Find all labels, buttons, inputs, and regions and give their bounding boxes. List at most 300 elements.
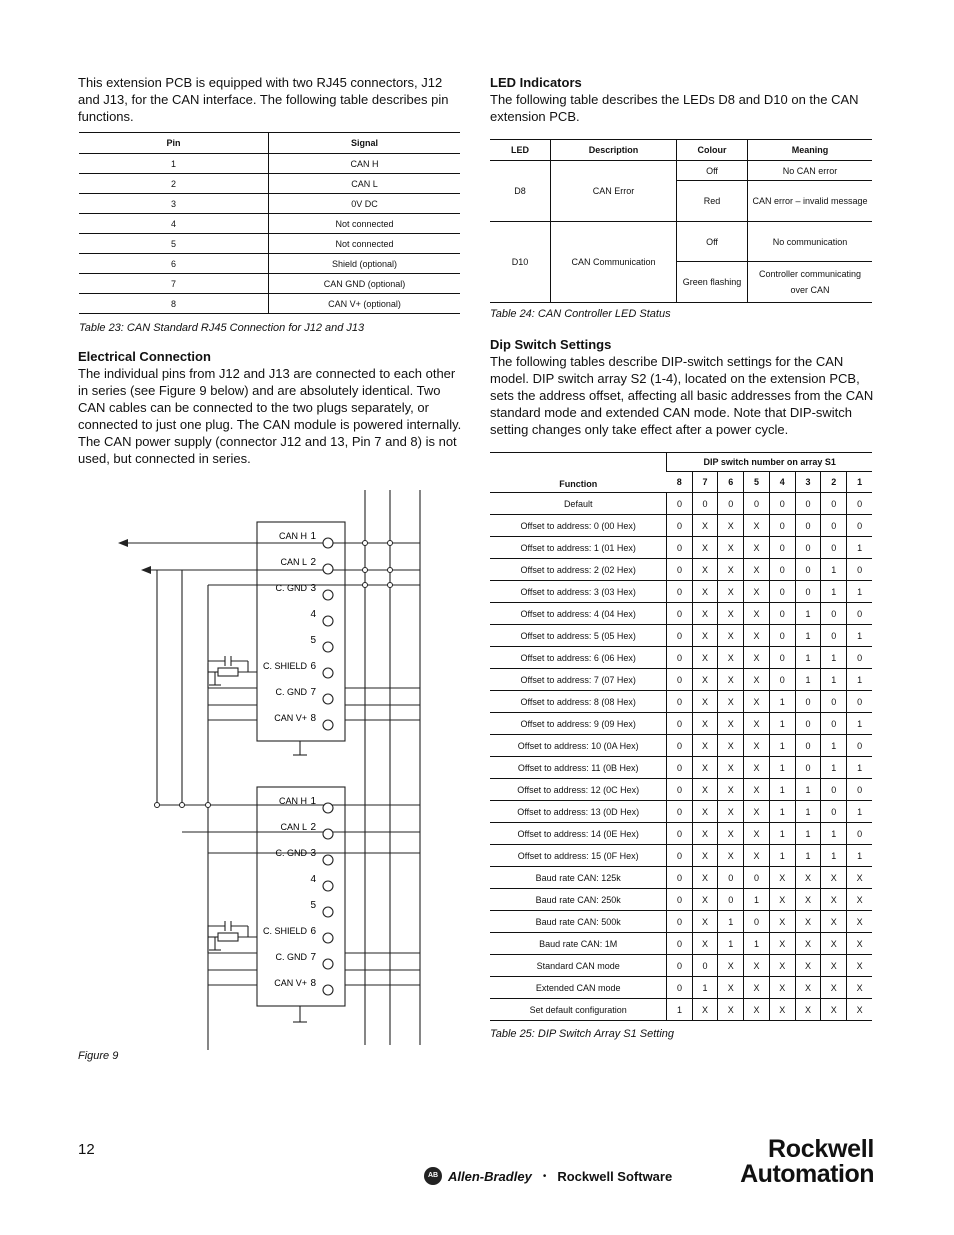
switch-value-cell: X <box>718 515 744 537</box>
connector-signal-label: C. GND <box>275 952 307 962</box>
pin-row <box>79 214 460 234</box>
colour-cell: Off <box>677 161 748 181</box>
function-cell: Offset to address: 7 (07 Hex) <box>490 669 667 691</box>
switch-value-cell: 1 <box>847 669 872 691</box>
table25-caption: Table 25: DIP Switch Array S1 Setting <box>490 1028 675 1040</box>
switch-value-cell: X <box>692 691 718 713</box>
switch-value-cell: 0 <box>821 537 847 559</box>
pin-number-label: 2 <box>310 557 316 568</box>
switch-value-cell: X <box>718 647 744 669</box>
pin-number-cell: 3 <box>79 194 269 214</box>
switch-value-cell: 0 <box>744 911 770 933</box>
switch-value-cell: X <box>795 933 821 955</box>
switch-value-cell: X <box>692 801 718 823</box>
signal-cell: 0V DC <box>269 194 461 214</box>
switch-value-cell: X <box>795 977 821 999</box>
dip-row <box>490 691 872 713</box>
pin-number-label: 8 <box>310 978 316 989</box>
switch-value-cell: X <box>769 867 795 889</box>
function-cell: Offset to address: 14 (0E Hex) <box>490 823 667 845</box>
switch-value-cell: 0 <box>795 537 821 559</box>
switch-value-cell: X <box>692 603 718 625</box>
switch-value-cell: 0 <box>667 537 692 559</box>
signal-cell: CAN GND (optional) <box>269 274 461 294</box>
function-cell: Offset to address: 1 (01 Hex) <box>490 537 667 559</box>
pin-circle <box>323 985 333 995</box>
led-heading: LED Indicators <box>490 75 582 90</box>
switch-value-cell: X <box>692 911 718 933</box>
switch-value-cell: 1 <box>744 933 770 955</box>
dip-row <box>490 537 872 559</box>
dip-row <box>490 515 872 537</box>
connector-signal-label: C. GND <box>275 848 307 858</box>
switch-value-cell: X <box>692 647 718 669</box>
pin-row <box>79 294 460 314</box>
switch-value-cell: X <box>744 515 770 537</box>
switch-value-cell: X <box>718 669 744 691</box>
automation-wordmark: Automation <box>740 1160 874 1188</box>
switch-value-cell: 1 <box>769 801 795 823</box>
pin-number-cell: 1 <box>79 154 269 174</box>
switch-value-cell: 1 <box>769 713 795 735</box>
description-header: Description <box>551 140 677 161</box>
function-cell: Set default configuration <box>490 999 667 1021</box>
colour-cell: Red <box>677 181 748 222</box>
pin-circle <box>323 959 333 969</box>
switch-value-cell: 1 <box>795 647 821 669</box>
switch-value-cell: 1 <box>847 801 872 823</box>
switch-value-cell: 0 <box>769 669 795 691</box>
dip-row <box>490 823 872 845</box>
pin-number-cell: 4 <box>79 214 269 234</box>
brand-separator: • <box>542 1170 547 1182</box>
switch-value-cell: 0 <box>847 779 872 801</box>
pin-number-cell: 6 <box>79 254 269 274</box>
switch-value-cell: 0 <box>769 493 795 515</box>
switch-value-cell: X <box>744 713 770 735</box>
signal-cell: Shield (optional) <box>269 254 461 274</box>
switch-value-cell: 0 <box>769 581 795 603</box>
dip-row <box>490 911 872 933</box>
connector-signal-label: C. GND <box>275 583 307 593</box>
connector-signal-label: C. GND <box>275 687 307 697</box>
switch-value-cell: 0 <box>769 559 795 581</box>
rockwell-automation-logo <box>700 1137 874 1187</box>
switch-value-cell: X <box>847 977 872 999</box>
function-cell: Standard CAN mode <box>490 955 667 977</box>
pin-header: Pin <box>79 133 269 154</box>
switch-value-cell: X <box>821 911 847 933</box>
switch-value-cell: 0 <box>744 867 770 889</box>
switch-value-cell: X <box>718 691 744 713</box>
switch-value-cell: X <box>744 625 770 647</box>
switch-value-cell: X <box>795 999 821 1021</box>
switch-value-cell: X <box>692 581 718 603</box>
switch-value-cell: X <box>795 889 821 911</box>
switch-value-cell: 0 <box>692 955 718 977</box>
dip-table <box>490 452 872 1021</box>
dip-row <box>490 845 872 867</box>
function-cell: Baud rate CAN: 1M <box>490 933 667 955</box>
allen-bradley-logo-icon: AB <box>424 1167 442 1185</box>
switch-value-cell: 0 <box>667 801 692 823</box>
switch-value-cell: X <box>718 977 744 999</box>
colour-header: Colour <box>677 140 748 161</box>
pin-circle <box>323 907 333 917</box>
meaning-cell: No communication <box>748 222 873 262</box>
pin-row <box>79 194 460 214</box>
switch-value-cell: 0 <box>821 493 847 515</box>
switch-value-cell: X <box>692 933 718 955</box>
switch-value-cell: 0 <box>667 515 692 537</box>
switch-value-cell: X <box>718 999 744 1021</box>
switch-value-cell: 0 <box>692 493 718 515</box>
switch-value-cell: X <box>744 559 770 581</box>
switch-value-cell: X <box>744 647 770 669</box>
switch-value-cell: 0 <box>667 669 692 691</box>
switch-value-cell: 1 <box>847 537 872 559</box>
switch-value-cell: X <box>821 933 847 955</box>
switch-value-cell: X <box>769 955 795 977</box>
switch-value-cell: 0 <box>769 515 795 537</box>
switch-value-cell: X <box>821 999 847 1021</box>
switch-value-cell: 0 <box>847 691 872 713</box>
dip-row <box>490 493 872 515</box>
switch-value-cell: 0 <box>821 625 847 647</box>
switch-value-cell: X <box>692 999 718 1021</box>
connector-signal-label: CAN V+ <box>274 713 307 723</box>
pin-number-label: 1 <box>310 531 316 542</box>
switch-value-cell: X <box>692 779 718 801</box>
switch-value-cell: X <box>795 867 821 889</box>
switch-value-cell: 1 <box>847 845 872 867</box>
switch-value-cell: X <box>744 823 770 845</box>
switch-number-header: 3 <box>795 471 821 492</box>
dip-row <box>490 713 872 735</box>
switch-value-cell: 1 <box>718 933 744 955</box>
switch-value-cell: X <box>718 779 744 801</box>
led-header: LED <box>490 140 551 161</box>
connector-signal-label: CAN H <box>278 531 307 541</box>
electrical-paragraph: The individual pins from J12 and J13 are connected to each other in series (see Figure 9 below) and are absolutely identical. Two CAN cables can be connected to the two plugs separately, or connected to just one plug. The CAN module is powered internally. The CAN power supply (connector J12 and 13, Pin 7 and 8) is not used, but connected in series. <box>78 366 462 466</box>
switch-value-cell: 1 <box>769 845 795 867</box>
switch-value-cell: 0 <box>667 603 692 625</box>
switch-value-cell: 1 <box>744 889 770 911</box>
switch-value-cell: X <box>769 889 795 911</box>
switch-value-cell: X <box>718 713 744 735</box>
switch-value-cell: X <box>692 537 718 559</box>
brand-strip <box>424 1167 672 1185</box>
colour-cell: Off <box>677 222 748 262</box>
function-header: Function <box>490 453 667 493</box>
switch-value-cell: X <box>692 515 718 537</box>
led-paragraph: The following table describes the LEDs D8 and D10 on the CAN extension PCB. <box>490 92 859 124</box>
desc-d10: CAN Communication <box>551 222 677 303</box>
function-cell: Offset to address: 3 (03 Hex) <box>490 581 667 603</box>
switch-value-cell: X <box>847 999 872 1021</box>
switch-value-cell: 0 <box>667 691 692 713</box>
signal-cell: CAN L <box>269 174 461 194</box>
switch-value-cell: 1 <box>769 779 795 801</box>
pin-circle <box>323 616 333 626</box>
switch-value-cell: 0 <box>769 603 795 625</box>
meaning-cell: No CAN error <box>748 161 873 181</box>
switch-value-cell: X <box>718 735 744 757</box>
switch-value-cell: 0 <box>667 955 692 977</box>
switch-value-cell: 1 <box>692 977 718 999</box>
switch-value-cell: X <box>847 867 872 889</box>
switch-value-cell: X <box>744 955 770 977</box>
switch-value-cell: X <box>692 823 718 845</box>
function-cell: Offset to address: 13 (0D Hex) <box>490 801 667 823</box>
switch-value-cell: X <box>718 955 744 977</box>
pin-number-label: 7 <box>310 952 316 963</box>
connector-signal-label: CAN V+ <box>274 978 307 988</box>
switch-value-cell: 0 <box>667 845 692 867</box>
switch-value-cell: X <box>692 757 718 779</box>
pin-number-cell: 8 <box>79 294 269 314</box>
pin-number-label: 1 <box>310 796 316 807</box>
switch-value-cell: X <box>795 955 821 977</box>
dip-paragraph: The following tables describe DIP-switch settings for the CAN model. DIP switch array S2 (1-4), located on the extension PCB, sets the address offset, affecting all basic addresses from the CAN standard mode and extended CAN mode. Note that DIP-switch setting changes only take effect after a power cycle. <box>490 354 874 437</box>
intro-paragraph: This extension PCB is equipped with two RJ45 connectors, J12 and J13, for the CAN interface. The following table describes pin functions. <box>78 75 449 124</box>
pin-number-label: 5 <box>310 635 316 646</box>
switch-value-cell: 0 <box>667 559 692 581</box>
switch-value-cell: X <box>769 933 795 955</box>
switch-value-cell: X <box>718 757 744 779</box>
switch-value-cell: 1 <box>821 647 847 669</box>
pin-circle <box>323 642 333 652</box>
signal-cell: Not connected <box>269 214 461 234</box>
pin-row <box>79 254 460 274</box>
function-cell: Offset to address: 5 (05 Hex) <box>490 625 667 647</box>
meaning-cell: Controller communicating over CAN <box>748 262 873 303</box>
page-number: 12 <box>78 1141 95 1158</box>
function-cell: Offset to address: 2 (02 Hex) <box>490 559 667 581</box>
pin-number-label: 5 <box>310 900 316 911</box>
dip-row <box>490 977 872 999</box>
switch-value-cell: X <box>769 977 795 999</box>
dip-row <box>490 757 872 779</box>
function-cell: Extended CAN mode <box>490 977 667 999</box>
switch-value-cell: 1 <box>821 823 847 845</box>
switch-value-cell: 0 <box>769 647 795 669</box>
switch-value-cell: 1 <box>795 603 821 625</box>
switch-value-cell: 0 <box>667 933 692 955</box>
function-cell: Offset to address: 9 (09 Hex) <box>490 713 667 735</box>
dip-row <box>490 999 872 1021</box>
switch-value-cell: X <box>744 779 770 801</box>
switch-value-cell: 0 <box>847 515 872 537</box>
pin-number-label: 6 <box>310 926 316 937</box>
switch-value-cell: 1 <box>847 757 872 779</box>
rockwell-software-text: Rockwell Software <box>557 1168 673 1184</box>
electrical-heading: Electrical Connection <box>78 349 211 364</box>
switch-number-header: 5 <box>744 471 770 492</box>
switch-value-cell: X <box>692 559 718 581</box>
switch-number-header: 7 <box>692 471 718 492</box>
switch-value-cell: X <box>718 823 744 845</box>
switch-value-cell: 0 <box>667 823 692 845</box>
pin-circle <box>323 881 333 891</box>
switch-value-cell: X <box>692 867 718 889</box>
pin-circle <box>323 590 333 600</box>
pin-row <box>79 154 460 174</box>
switch-value-cell: 0 <box>718 493 744 515</box>
signal-cell: CAN V+ (optional) <box>269 294 461 314</box>
switch-value-cell: 0 <box>795 493 821 515</box>
switch-value-cell: X <box>821 955 847 977</box>
switch-value-cell: 0 <box>769 537 795 559</box>
switch-value-cell: X <box>744 603 770 625</box>
pin-row <box>79 174 460 194</box>
dip-row <box>490 581 872 603</box>
dip-row <box>490 889 872 911</box>
switch-value-cell: 0 <box>847 603 872 625</box>
switch-value-cell: 1 <box>821 559 847 581</box>
function-cell: Offset to address: 11 (0B Hex) <box>490 757 667 779</box>
connector-signal-label: CAN L <box>280 822 307 832</box>
pin-circle <box>323 855 333 865</box>
colour-cell: Green flashing <box>677 262 748 303</box>
switch-value-cell: 0 <box>718 867 744 889</box>
switch-value-cell: 0 <box>821 603 847 625</box>
dip-row <box>490 933 872 955</box>
dip-row <box>490 735 872 757</box>
table24-caption: Table 24: CAN Controller LED Status <box>490 308 671 320</box>
function-cell: Baud rate CAN: 125k <box>490 867 667 889</box>
switch-value-cell: 1 <box>821 757 847 779</box>
dip-group-header: DIP switch number on array S1 <box>667 453 872 472</box>
switch-value-cell: 1 <box>795 779 821 801</box>
table23-caption: Table 23: CAN Standard RJ45 Connection for J12 and J13 <box>79 322 365 334</box>
pin-number-label: 4 <box>310 609 316 620</box>
switch-value-cell: X <box>744 757 770 779</box>
wiring-diagram <box>100 485 440 1050</box>
switch-value-cell: X <box>847 889 872 911</box>
switch-value-cell: 1 <box>769 691 795 713</box>
switch-value-cell: 1 <box>821 735 847 757</box>
pin-circle <box>323 933 333 943</box>
switch-value-cell: X <box>718 581 744 603</box>
switch-value-cell: 1 <box>795 801 821 823</box>
dip-row <box>490 801 872 823</box>
function-cell: Default <box>490 493 667 515</box>
function-cell: Baud rate CAN: 250k <box>490 889 667 911</box>
switch-value-cell: 0 <box>795 713 821 735</box>
switch-value-cell: X <box>821 867 847 889</box>
switch-value-cell: X <box>744 801 770 823</box>
switch-value-cell: 1 <box>667 999 692 1021</box>
pin-number-label: 3 <box>310 848 316 859</box>
dip-row <box>490 867 872 889</box>
switch-value-cell: X <box>718 537 744 559</box>
switch-value-cell: 0 <box>667 867 692 889</box>
switch-value-cell: X <box>718 801 744 823</box>
connector-signal-label: CAN L <box>280 557 307 567</box>
pin-circle <box>323 720 333 730</box>
connector-signal-label: C. SHIELD <box>262 661 307 671</box>
dip-row <box>490 625 872 647</box>
switch-value-cell: 0 <box>667 647 692 669</box>
switch-value-cell: 1 <box>769 757 795 779</box>
dip-row <box>490 559 872 581</box>
pin-table <box>79 132 460 314</box>
function-cell: Offset to address: 0 (00 Hex) <box>490 515 667 537</box>
switch-value-cell: 0 <box>821 801 847 823</box>
switch-value-cell: 0 <box>795 559 821 581</box>
switch-value-cell: X <box>692 889 718 911</box>
pin-number-label: 3 <box>310 583 316 594</box>
function-cell: Offset to address: 12 (0C Hex) <box>490 779 667 801</box>
function-cell: Offset to address: 6 (06 Hex) <box>490 647 667 669</box>
pin-circle <box>323 538 333 548</box>
switch-value-cell: 0 <box>667 493 692 515</box>
switch-value-cell: X <box>692 713 718 735</box>
pin-number-label: 6 <box>310 661 316 672</box>
switch-value-cell: X <box>821 977 847 999</box>
dip-row <box>490 647 872 669</box>
switch-value-cell: X <box>847 911 872 933</box>
switch-value-cell: X <box>692 735 718 757</box>
figure-caption: Figure 9 <box>78 1050 119 1062</box>
switch-value-cell: X <box>718 845 744 867</box>
switch-value-cell: 1 <box>847 581 872 603</box>
switch-value-cell: X <box>795 911 821 933</box>
switch-value-cell: X <box>769 911 795 933</box>
switch-value-cell: X <box>847 933 872 955</box>
switch-value-cell: 0 <box>821 713 847 735</box>
switch-value-cell: X <box>718 603 744 625</box>
led-d8: D8 <box>490 161 551 222</box>
allen-bradley-text: Allen-Bradley <box>448 1168 532 1184</box>
switch-value-cell: 0 <box>667 889 692 911</box>
switch-value-cell: 0 <box>795 515 821 537</box>
switch-value-cell: 1 <box>821 669 847 691</box>
switch-value-cell: X <box>692 845 718 867</box>
switch-value-cell: X <box>744 977 770 999</box>
switch-value-cell: 0 <box>718 889 744 911</box>
switch-value-cell: 0 <box>667 581 692 603</box>
switch-value-cell: 1 <box>795 625 821 647</box>
switch-value-cell: 0 <box>744 493 770 515</box>
switch-value-cell: X <box>744 999 770 1021</box>
pin-number-cell: 5 <box>79 234 269 254</box>
switch-value-cell: 1 <box>821 845 847 867</box>
pin-number-label: 8 <box>310 713 316 724</box>
dip-row <box>490 955 872 977</box>
led-table <box>490 139 872 303</box>
switch-value-cell: 0 <box>667 911 692 933</box>
switch-value-cell: X <box>718 559 744 581</box>
pin-circle <box>323 829 333 839</box>
dip-row <box>490 669 872 691</box>
switch-value-cell: 0 <box>847 823 872 845</box>
signal-cell: Not connected <box>269 234 461 254</box>
switch-value-cell: X <box>744 845 770 867</box>
meaning-header: Meaning <box>748 140 873 161</box>
function-cell: Offset to address: 15 (0F Hex) <box>490 845 667 867</box>
pin-number-label: 7 <box>310 687 316 698</box>
switch-value-cell: 0 <box>769 625 795 647</box>
pin-circle <box>323 564 333 574</box>
pin-row <box>79 274 460 294</box>
dip-heading: Dip Switch Settings <box>490 337 612 352</box>
pin-number-label: 4 <box>310 874 316 885</box>
switch-value-cell: 0 <box>847 559 872 581</box>
switch-number-header: 2 <box>821 471 847 492</box>
switch-value-cell: 0 <box>847 493 872 515</box>
